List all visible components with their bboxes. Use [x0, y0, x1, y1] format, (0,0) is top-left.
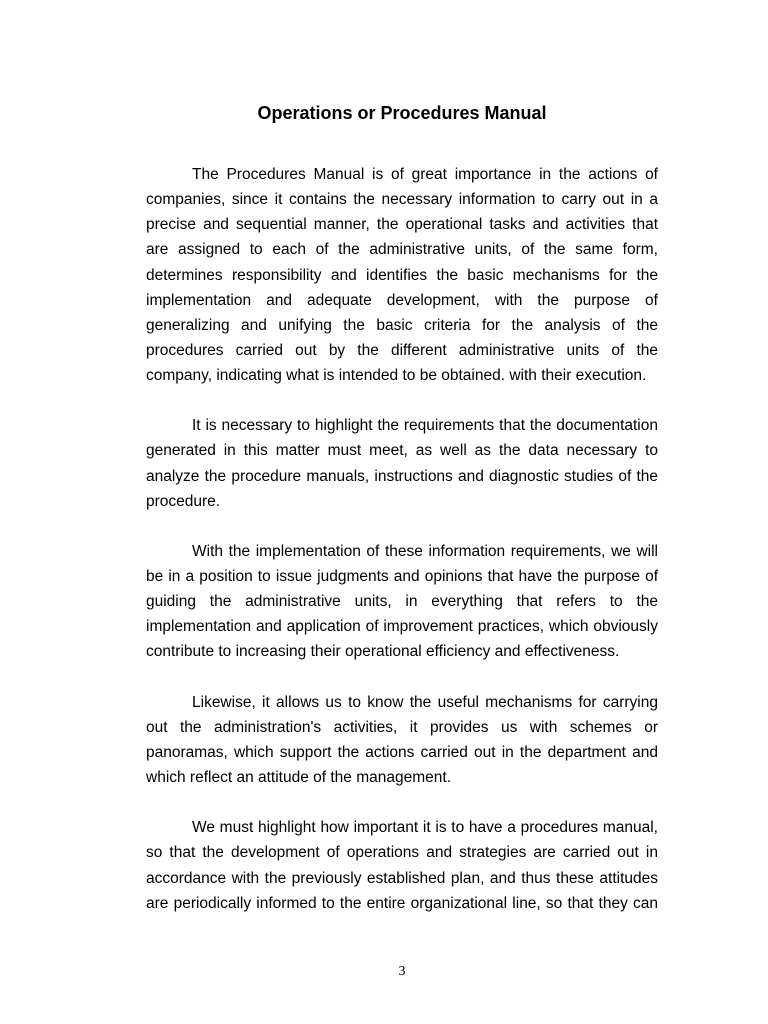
text-line: It is necessary to highlight the requirements that the documentation — [192, 417, 658, 435]
document-title: Operations or Procedures Manual — [257, 103, 547, 123]
text-line: precise and sequential manner, the operational tasks and activities that — [146, 216, 658, 234]
text-line: analyze the procedure manuals, instructions and diagnostic studies of the — [146, 467, 658, 485]
text-line: so that the development of operations and strategies are carried out in — [146, 844, 658, 862]
text-line: procedures carried out by the different administrative units of the — [146, 341, 658, 359]
text-line: generalizing and unifying the basic criteria for the analysis of the — [146, 316, 658, 334]
text-line: companies, since it contains the necessary information to carry out in a — [146, 191, 658, 209]
text-line: which reflect an attitude of the management. — [146, 769, 452, 786]
text-line: Likewise, it allows us to know the useful mechanisms for carrying — [192, 693, 658, 711]
paragraph — [146, 539, 658, 665]
text-line: accordance with the previously established plan, and thus these attitudes — [146, 869, 658, 887]
text-line: implementation and application of improvement practices, which obviously — [146, 618, 658, 636]
paragraph — [146, 162, 658, 388]
text-line: generated in this matter must meet, as well as the data necessary to — [146, 442, 658, 460]
text-line: guiding the administrative units, in everything that refers to the — [146, 593, 658, 611]
page-number: 3 — [398, 964, 406, 979]
text-line: are assigned to each of the administrative units, of the same form, — [146, 241, 658, 259]
text-line: company, indicating what is intended to be obtained. with their execution. — [146, 367, 647, 384]
document-body — [146, 162, 658, 941]
text-line: With the implementation of these information requirements, we will — [192, 542, 658, 560]
text-line: contribute to increasing their operational efficiency and effectiveness. — [146, 643, 620, 661]
text-line: The Procedures Manual is of great importance in the actions of — [192, 166, 658, 183]
paragraph — [146, 413, 658, 514]
paragraph — [146, 815, 658, 916]
text-line: We must highlight how important it is to have a procedures manual, — [192, 819, 658, 837]
text-line: out the administration's activities, it provides us with schemes or — [146, 718, 658, 736]
text-line: implementation and adequate development, with the purpose of — [146, 291, 658, 309]
text-line: be in a position to issue judgments and opinions that have the purpose of — [146, 568, 658, 585]
text-line: determines responsibility and identifies the basic mechanisms for the — [146, 266, 658, 284]
paragraph — [146, 690, 658, 791]
text-line: are periodically informed to the entire organizational line, so that they can — [146, 894, 658, 912]
text-line: procedure. — [146, 492, 221, 510]
text-line: panoramas, which support the actions carried out in the department and — [146, 743, 658, 761]
